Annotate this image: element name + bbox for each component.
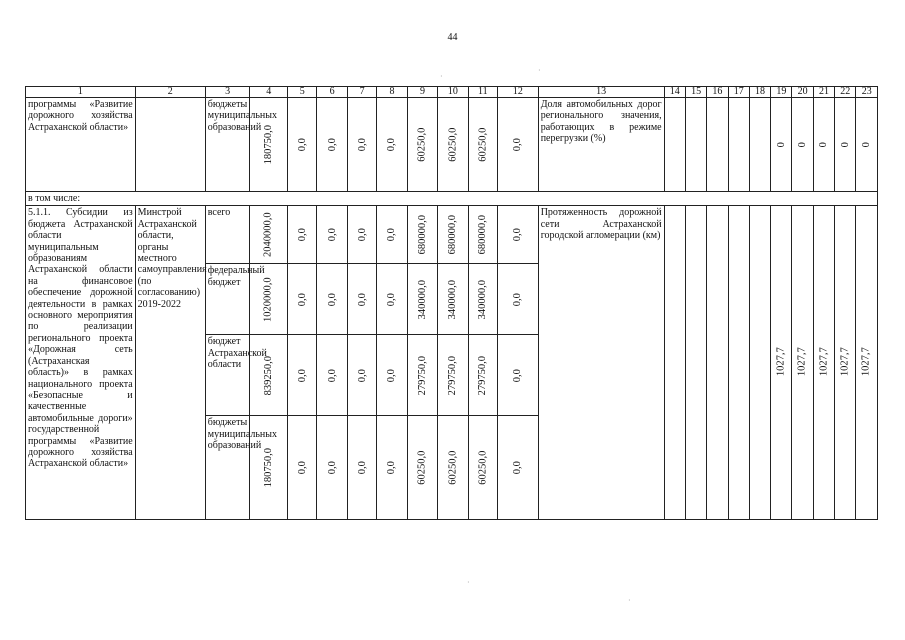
header-row [26, 87, 878, 98]
funding-value: 340000,0 [477, 279, 489, 320]
table-row [26, 98, 878, 192]
funding-value-cell [438, 335, 468, 416]
table-row [26, 206, 878, 264]
target-value: 0 [818, 141, 830, 148]
funding-value: 0,0 [326, 137, 338, 152]
funding-value-cell [498, 416, 539, 520]
target-value-cell [813, 98, 834, 192]
table-row [26, 192, 878, 206]
funding-value: 0,0 [512, 461, 524, 475]
funding-value-cell [438, 98, 468, 192]
funding-value: 340000,0 [416, 279, 428, 320]
program-name-cell: программы «Развитие дорожного хозяйства Астраханской области» [26, 98, 136, 192]
funding-value-cell [498, 264, 539, 335]
funding-value: 0,0 [296, 461, 308, 475]
funding-value-cell [407, 416, 437, 520]
funding-source-cell: бюджеты муниципальных образований [205, 98, 250, 192]
funding-value-cell [377, 98, 407, 192]
funding-value: 0,0 [326, 368, 338, 382]
column-header: 17 [728, 87, 749, 98]
target-value-cell [771, 206, 792, 520]
funding-value: 60250,0 [477, 450, 489, 485]
column-header: 11 [468, 87, 497, 98]
funding-value-cell [377, 335, 407, 416]
funding-value-cell [438, 264, 468, 335]
empty-target-cell [728, 206, 749, 520]
funding-value-cell [468, 206, 497, 264]
funding-value-cell [377, 206, 407, 264]
funding-value: 0,0 [296, 228, 308, 242]
funding-source-cell: федеральный бюджет [205, 264, 250, 335]
target-value-cell [792, 98, 813, 192]
column-header: 12 [498, 87, 539, 98]
column-header: 3 [205, 87, 250, 98]
funding-value-cell [407, 264, 437, 335]
funding-value-cell [317, 416, 347, 520]
funding-value: 0,0 [356, 137, 368, 152]
funding-value: 839250,0 [262, 355, 274, 396]
indicator-cell: Доля автомобильных дорог регионального значения, работающих в режиме перегрузки (%) [538, 98, 664, 192]
funding-value-cell [468, 264, 497, 335]
funding-value-cell [317, 335, 347, 416]
funding-value: 60250,0 [477, 127, 489, 162]
column-header: 1 [26, 87, 136, 98]
funding-value: 0,0 [386, 137, 398, 152]
empty-target-cell [749, 98, 770, 192]
funding-value: 0,0 [296, 368, 308, 382]
funding-value-cell [347, 264, 376, 335]
column-header: 8 [377, 87, 407, 98]
funding-value-cell [287, 335, 316, 416]
funding-value: 680000,0 [416, 215, 428, 255]
funding-value-cell [287, 264, 316, 335]
funding-value-cell [498, 98, 539, 192]
column-header: 10 [438, 87, 468, 98]
column-header: 21 [813, 87, 834, 98]
column-header: 9 [407, 87, 437, 98]
column-header: 13 [538, 87, 664, 98]
target-value-cell [792, 206, 813, 520]
target-value: 0 [775, 141, 787, 148]
empty-target-cell [707, 206, 728, 520]
funding-value-cell [407, 98, 437, 192]
column-header: 22 [835, 87, 856, 98]
target-value-cell [835, 98, 856, 192]
funding-value: 279750,0 [477, 355, 489, 396]
target-value: 1027,7 [839, 346, 851, 376]
column-header: 14 [664, 87, 685, 98]
column-header: 5 [287, 87, 316, 98]
funding-value-cell [347, 335, 376, 416]
funding-value-cell [438, 416, 468, 520]
funding-value-cell [347, 206, 376, 264]
funding-value: 0,0 [326, 228, 338, 242]
target-value: 1027,7 [796, 346, 808, 376]
funding-value: 680000,0 [447, 215, 459, 255]
empty-target-cell [685, 98, 706, 192]
column-header: 15 [685, 87, 706, 98]
funding-value-cell [287, 416, 316, 520]
funding-value-cell [347, 98, 376, 192]
funding-source-cell: бюджеты муниципальных образований [205, 416, 250, 520]
funding-value: 0,0 [512, 292, 524, 306]
funding-value: 60250,0 [416, 127, 428, 162]
executor-cell [135, 98, 205, 192]
funding-value: 0,0 [296, 292, 308, 306]
empty-target-cell [728, 98, 749, 192]
funding-source-cell: всего [205, 206, 250, 264]
funding-value-cell [317, 98, 347, 192]
target-value: 0 [796, 141, 808, 148]
funding-value-cell [377, 264, 407, 335]
funding-value: 0,0 [326, 292, 338, 306]
program-table [25, 86, 878, 520]
column-header: 7 [347, 87, 376, 98]
target-value-cell [856, 206, 878, 520]
funding-value-cell [498, 206, 539, 264]
funding-value: 0,0 [512, 368, 524, 382]
empty-target-cell [707, 98, 728, 192]
column-header: 18 [749, 87, 770, 98]
funding-value: 0,0 [356, 292, 368, 306]
funding-value-cell [377, 416, 407, 520]
funding-value: 60250,0 [447, 127, 459, 162]
column-header: 2 [135, 87, 205, 98]
funding-value-cell [468, 416, 497, 520]
funding-value: 0,0 [356, 461, 368, 475]
funding-value: 0,0 [296, 137, 308, 152]
empty-target-cell [664, 98, 685, 192]
empty-target-cell [749, 206, 770, 520]
funding-value: 0,0 [512, 137, 524, 152]
target-value-cell [856, 98, 878, 192]
funding-value: 279750,0 [447, 355, 459, 396]
funding-value: 1020000,0 [262, 277, 274, 322]
target-value: 1027,7 [818, 346, 830, 376]
funding-value: 0,0 [326, 461, 338, 475]
funding-value: 0,0 [386, 292, 398, 306]
funding-source-cell: бюджет Астраханской области [205, 335, 250, 416]
funding-value-cell [347, 416, 376, 520]
funding-value: 0,0 [386, 461, 398, 475]
target-value-cell [771, 98, 792, 192]
funding-value: 180750,0 [262, 124, 274, 165]
funding-value: 0,0 [356, 228, 368, 242]
funding-value: 279750,0 [416, 355, 428, 396]
funding-value-cell [317, 206, 347, 264]
funding-value-cell [317, 264, 347, 335]
column-header: 20 [792, 87, 813, 98]
funding-value: 60250,0 [416, 450, 428, 485]
funding-value: 680000,0 [477, 215, 489, 255]
target-value: 1027,7 [775, 346, 787, 376]
indicator-cell: Протяженность дорожной сети Астраханской городской агломерации (км) [538, 206, 664, 520]
target-value: 0 [861, 141, 872, 148]
funding-value-cell [407, 335, 437, 416]
funding-value-cell [468, 98, 497, 192]
target-value-cell [835, 206, 856, 520]
funding-value-cell [287, 206, 316, 264]
funding-value: 0,0 [386, 228, 398, 242]
column-header: 6 [317, 87, 347, 98]
funding-value-cell [407, 206, 437, 264]
funding-value: 0,0 [512, 228, 524, 242]
funding-value-cell [468, 335, 497, 416]
funding-value: 2040000,0 [262, 212, 274, 258]
measure-name-cell: 5.1.1. Субсидии из бюджета Астраханской области муниципальным образованиям Астраханской области на финансовое обеспечение дорожной деятельности в рамках основного мероприятия по реализации регионального проекта «Дорожная сеть (Астраханская область)» в рамках национального проекта «Безопасные и качественные автомобильные дороги» государственной программы «Развитие дорожного хозяйства Астраханской области» [26, 206, 136, 520]
column-header: 4 [250, 87, 288, 98]
funding-value-cell [287, 98, 316, 192]
executor-cell: Минстрой Астраханской области, органы местного самоуправления (по согласованию) 2019-2022 [135, 206, 205, 520]
funding-value-cell [250, 206, 288, 264]
target-value: 1027,7 [861, 346, 873, 376]
funding-value: 0,0 [386, 368, 398, 382]
empty-target-cell [685, 206, 706, 520]
including-label: в том числе: [26, 192, 878, 206]
page-number: 44 [447, 32, 458, 43]
column-header: 23 [856, 87, 878, 98]
column-header: 19 [771, 87, 792, 98]
funding-value: 340000,0 [447, 279, 459, 320]
target-value: 0 [839, 141, 851, 148]
funding-value-cell [438, 206, 468, 264]
empty-target-cell [664, 206, 685, 520]
target-value-cell [813, 206, 834, 520]
funding-value: 180750,0 [262, 448, 274, 488]
funding-value: 0,0 [356, 368, 368, 382]
column-header: 16 [707, 87, 728, 98]
funding-value: 60250,0 [447, 450, 459, 485]
funding-value-cell [498, 335, 539, 416]
